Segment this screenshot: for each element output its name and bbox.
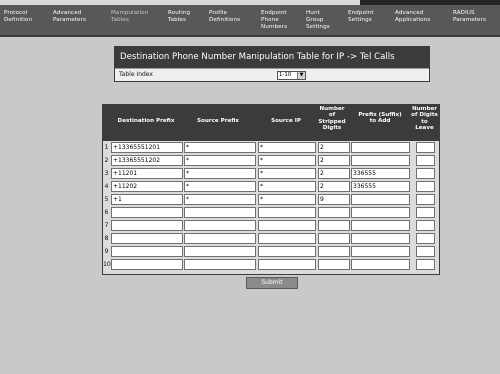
digits-to-leave-input[interactable] [416, 181, 435, 192]
source-prefix-input[interactable] [184, 246, 256, 257]
submit-button[interactable]: Submit [246, 277, 298, 289]
digits-to-leave-input[interactable] [416, 246, 435, 257]
stripped-digits-input[interactable] [318, 207, 350, 218]
col-header-destination-prefix: Destination Prefix [117, 118, 175, 124]
destination-prefix-input[interactable] [111, 246, 183, 257]
prefix-to-add-input[interactable]: 336555 [351, 168, 410, 179]
stripped-digits-input[interactable]: 9 [318, 194, 350, 205]
row-number: 7 [104, 222, 109, 229]
digits-to-leave-input[interactable] [416, 259, 435, 270]
col-header-digits-to-leave: Number of Digits to Leave [411, 106, 438, 132]
chevron-down-icon[interactable]: ▼ [297, 72, 305, 79]
prefix-to-add-input[interactable] [351, 233, 410, 244]
destination-prefix-input[interactable]: +13365551201 [111, 142, 183, 153]
nav-item-hunt-group-settings[interactable]: Hunt Group Settings [306, 10, 330, 30]
prefix-to-add-input[interactable] [351, 246, 410, 257]
row-number: 1 [104, 144, 109, 151]
page-title: Destination Phone Number Manipulation Table for IP -> Tel Calls [115, 47, 429, 68]
stripped-digits-input[interactable] [318, 246, 350, 257]
source-prefix-input[interactable]: * [184, 181, 256, 192]
source-prefix-input[interactable]: * [184, 155, 256, 166]
stripped-digits-input[interactable]: 2 [318, 155, 350, 166]
col-header-source-ip: Source IP [271, 118, 301, 124]
table-row [103, 193, 439, 206]
stripped-digits-input[interactable] [318, 259, 350, 270]
source-prefix-input[interactable] [184, 220, 256, 231]
destination-prefix-input[interactable] [111, 233, 183, 244]
table-row [103, 141, 439, 154]
source-ip-input[interactable] [258, 246, 316, 257]
nav-item-protocol-definition[interactable]: Protocol Definition [4, 10, 33, 23]
stripped-digits-input[interactable] [318, 220, 350, 231]
nav-item-endpoint-settings[interactable]: Endpoint Settings [348, 10, 374, 23]
digits-to-leave-input[interactable] [416, 155, 435, 166]
digits-to-leave-input[interactable] [416, 233, 435, 244]
table-row [103, 245, 439, 258]
nav-item-routing-tables[interactable]: Routing Tables [168, 10, 191, 23]
destination-prefix-input[interactable]: +1 [111, 194, 183, 205]
row-number: 6 [104, 209, 109, 216]
table-row [103, 180, 439, 193]
nav-item-endpoint-phone-numbers[interactable]: Endpoint Phone Numbers [261, 10, 288, 30]
source-ip-input[interactable] [258, 259, 316, 270]
source-ip-input[interactable]: * [258, 181, 316, 192]
prefix-to-add-input[interactable] [351, 259, 410, 270]
source-prefix-input[interactable] [184, 233, 256, 244]
source-prefix-input[interactable]: * [184, 168, 256, 179]
col-header-prefix-to-add: Prefix (Suffix) to Add [358, 112, 402, 125]
table-index-select[interactable] [277, 71, 306, 80]
digits-to-leave-input[interactable] [416, 142, 435, 153]
digits-to-leave-input[interactable] [416, 207, 435, 218]
destination-prefix-input[interactable]: +11202 [111, 181, 183, 192]
source-ip-input[interactable]: * [258, 168, 316, 179]
digits-to-leave-input[interactable] [416, 220, 435, 231]
table-row [103, 219, 439, 232]
digits-to-leave-input[interactable] [416, 194, 435, 205]
row-number: 10 [103, 261, 111, 268]
table-index-row [115, 68, 429, 81]
row-number: 9 [104, 248, 109, 255]
prefix-to-add-input[interactable] [351, 155, 410, 166]
row-number: 5 [104, 196, 109, 203]
col-header-stripped-digits: Number of Stripped Digits [318, 106, 346, 132]
destination-prefix-input[interactable] [111, 220, 183, 231]
destination-prefix-input[interactable]: +13365551202 [111, 155, 183, 166]
table-row [103, 206, 439, 219]
destination-prefix-input[interactable] [111, 259, 183, 270]
nav-item-advanced-applications[interactable]: Advanced Applications [395, 10, 431, 23]
destination-prefix-input[interactable]: +11201 [111, 168, 183, 179]
destination-prefix-input[interactable] [111, 207, 183, 218]
table-index-value: 1-10 [279, 72, 292, 78]
source-ip-input[interactable] [258, 207, 316, 218]
source-ip-input[interactable]: * [258, 142, 316, 153]
nav-item-manipulation-tables[interactable]: Manipulation Tables [111, 10, 149, 23]
manipulation-table [102, 104, 440, 275]
source-ip-input[interactable] [258, 233, 316, 244]
source-ip-input[interactable] [258, 220, 316, 231]
source-prefix-input[interactable]: * [184, 142, 256, 153]
prefix-to-add-input[interactable]: 336555 [351, 181, 410, 192]
table-row [103, 167, 439, 180]
nav-item-radius-parameters[interactable]: RADIUS Parameters [453, 10, 487, 23]
prefix-to-add-input[interactable] [351, 220, 410, 231]
source-prefix-input[interactable]: * [184, 194, 256, 205]
prefix-to-add-input[interactable] [351, 207, 410, 218]
col-header-source-prefix: Source Prefix [196, 118, 240, 124]
stripped-digits-input[interactable]: 2 [318, 181, 350, 192]
table-row [103, 232, 439, 245]
row-number: 4 [104, 183, 109, 190]
table-row [103, 154, 439, 167]
row-number: 8 [104, 235, 109, 242]
table-row [103, 258, 439, 271]
row-number: 3 [104, 170, 109, 177]
source-prefix-input[interactable] [184, 207, 256, 218]
nav-item-advanced-parameters[interactable]: Advanced Parameters [53, 10, 87, 23]
table-header-panel [114, 46, 430, 82]
prefix-to-add-input[interactable] [351, 194, 410, 205]
source-prefix-input[interactable] [184, 259, 256, 270]
prefix-to-add-input[interactable] [351, 142, 410, 153]
source-ip-input[interactable]: * [258, 155, 316, 166]
nav-bar [0, 5, 500, 37]
source-ip-input[interactable]: * [258, 194, 316, 205]
table-index-label: Table Index [119, 71, 153, 78]
digits-to-leave-input[interactable] [416, 168, 435, 179]
row-number: 2 [104, 157, 109, 164]
stripped-digits-input[interactable]: 2 [318, 168, 350, 179]
stripped-digits-input[interactable] [318, 233, 350, 244]
nav-item-profile-definitions[interactable]: Profile Definitions [209, 10, 241, 23]
stripped-digits-input[interactable]: 2 [318, 142, 350, 153]
